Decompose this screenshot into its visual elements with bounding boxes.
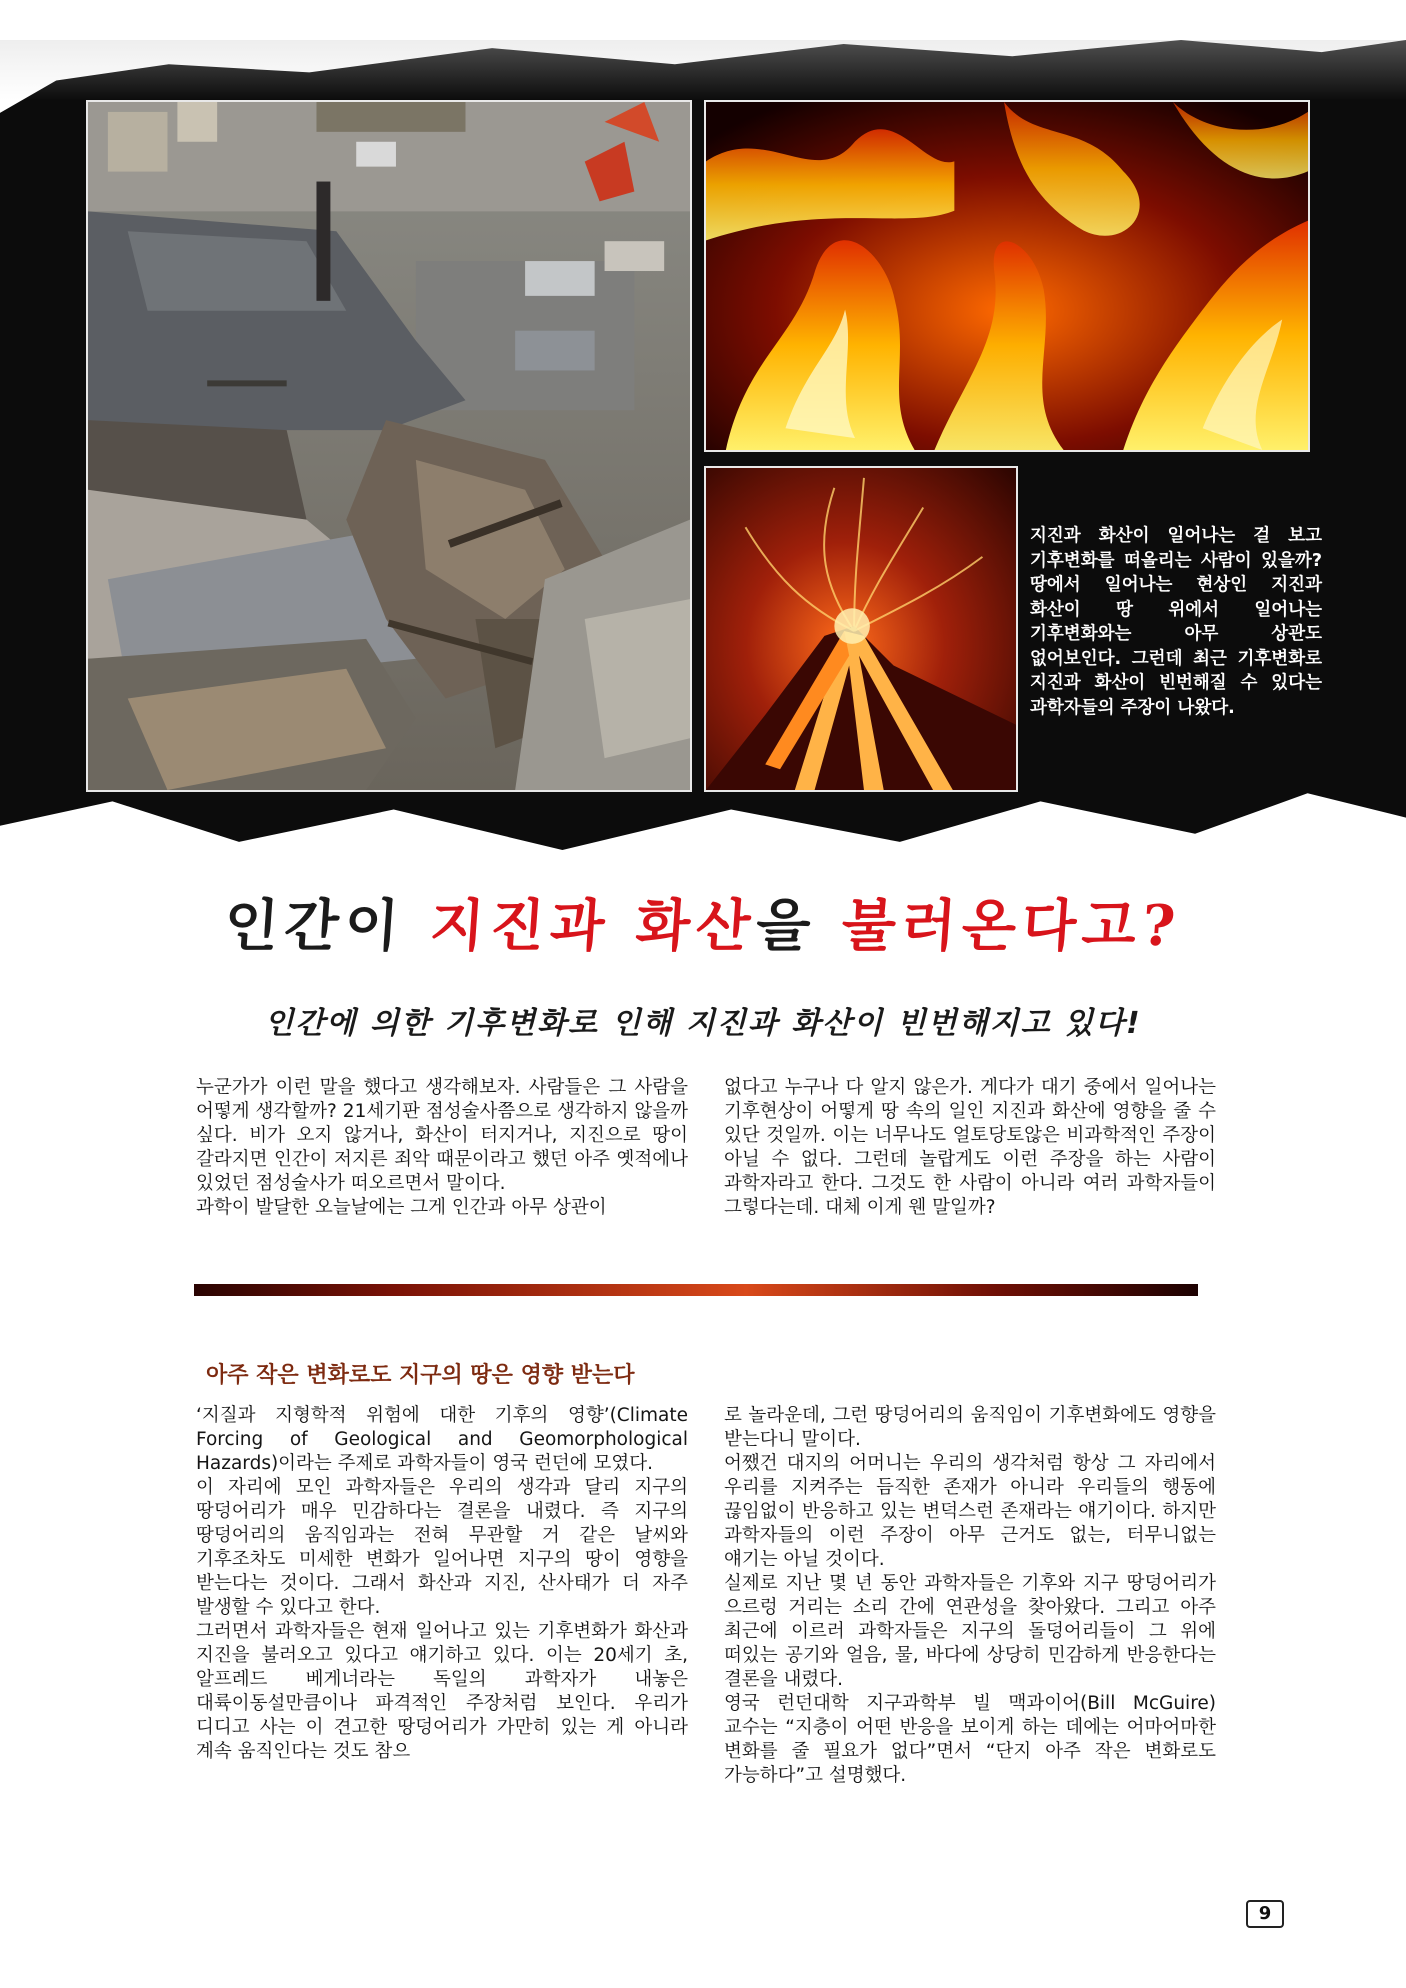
body-column-right [724, 1404, 1216, 1788]
headline-part-4: 불러온다고? [839, 893, 1184, 959]
body-column-left [196, 1404, 688, 1764]
section-title: 아주 작은 변화로도 지구의 땅은 영향 받는다 [206, 1363, 635, 1388]
intro-column-left [196, 1076, 688, 1220]
intro-column-right [724, 1076, 1216, 1220]
page-number: 9 [1246, 1900, 1284, 1928]
brush-texture [0, 40, 1406, 100]
subheadline: 인간에 의한 기후변화로 인해 지진과 화산이 빈번해지고 있다! [264, 1006, 1142, 1041]
flames-photo [704, 100, 1310, 452]
section-divider [194, 1284, 1198, 1296]
paragraph: 실제로 지난 몇 년 동안 과학자들은 기후와 지구 땅덩어리가 으르렁 거리는 소리 간에 연관성을 찾아왔다. 그리고 아주 최근에 이르러 과학자들은 지구의 돌덩어리들이 그 위에 떠있는 공기와 얼음, 물, 바다에 상당히 민감하게 반응한다는 결론을 내렸다. [724, 1573, 1216, 1690]
volcano-eruption-photo [704, 466, 1018, 792]
paragraph: 그러면서 과학자들은 현재 일어나고 있는 기후변화가 화산과 지진을 불러오고 있다고 얘기하고 있다. 이는 20세기 초, 알프레드 베게너라는 독일의 과학자가 내놓은 대륙이동설만큼이나 파격적인 주장처럼 보인다. 우리가 디디고 사는 이 견고한 땅덩어리가 가만히 있는 게 아니라 계속 움직인다는 것도 참으 [196, 1621, 688, 1762]
headline-part-3: 을 [753, 893, 845, 959]
paragraph: ‘지질과 지형학적 위험에 대한 기후의 영향’(Climate Forcing of Geological and Geomorphological Hazards)이라는 주제로 과학자들이 영국 런던에 모였다. [196, 1405, 688, 1474]
paragraph: 과학이 발달한 오늘날에는 그게 인간과 아무 상관이 [196, 1197, 607, 1218]
photo-caption: 지진과 화산이 일어나는 걸 보고 기후변화를 떠올리는 사람이 있을까? 땅에서 일어나는 현상인 지진과 화산이 땅 위에서 일어나는 기후변화와는 아무 상관도 없어보인다. 그런데 최근 기후변화로 지진과 화산이 빈번해질 수 있다는 과학자들의 주장이 나왔다. [1030, 526, 1322, 718]
headline-part-1: 인간이 [222, 893, 433, 959]
headline-part-2: 지진과 화산 [427, 893, 759, 959]
paragraph: 어쨌건 대지의 어머니는 우리의 생각처럼 항상 그 자리에서 우리를 지켜주는 듬직한 존재가 아니라 우리들의 행동에 끊임없이 반응하고 있는 변덕스런 존재라는 얘기이다. 하지만 과학자들의 이런 주장이 아무 근거도 없는, 터무니없는 얘기는 아닐 것이다. [724, 1453, 1216, 1570]
paragraph: 로 놀라운데, 그런 땅덩어리의 움직임이 기후변화에도 영향을 받는다니 말이다. [724, 1405, 1216, 1450]
headline [0, 882, 1406, 962]
paragraph: 없다고 누구나 다 알지 않은가. 게다가 대기 중에서 일어나는 기후현상이 어떻게 땅 속의 일인 지진과 화산에 영향을 줄 수 있단 것일까. 이는 너무나도 얼토당토않은 비과학적인 주장이 아닐 수 없다. 그런데 놀랍게도 이런 주장을 하는 사람이 과학자라고 한다. 그것도 한 사람이 아니라 여러 과학자들이 그렇다는데. 대체 이게 웬 말일까? [724, 1077, 1216, 1218]
paragraph: 누군가가 이런 말을 했다고 생각해보자. 사람들은 그 사람을 어떻게 생각할까? 21세기판 점성술사쯤으로 생각하지 않을까 싶다. 비가 오지 않거나, 화산이 터지거나, 지진으로 땅이 갈라지면 인간이 저지른 죄악 때문이라고 했던 아주 옛적에나 있었던 점성술사가 떠오르면서 말이다. [196, 1077, 688, 1194]
paragraph: 이 자리에 모인 과학자들은 우리의 생각과 달리 지구의 땅덩어리가 매우 민감하다는 결론을 내렸다. 즉 지구의 땅덩어리의 움직임과는 전혀 무관할 거 같은 날씨와 기후조차도 미세한 변화가 일어나면 지구의 땅이 영향을 받는다는 것이다. 그래서 화산과 지진, 산사태가 더 자주 발생할 수 있다고 한다. [196, 1477, 688, 1618]
earthquake-ruins-photo [86, 100, 692, 792]
paragraph: 영국 런던대학 지구과학부 빌 맥과이어(Bill McGuire) 교수는 “지층이 어떤 반응을 보이게 하는 데에는 어마어마한 변화를 줄 필요가 없다”면서 “단지 아주 작은 변화로도 가능하다”고 설명했다. [724, 1693, 1216, 1786]
